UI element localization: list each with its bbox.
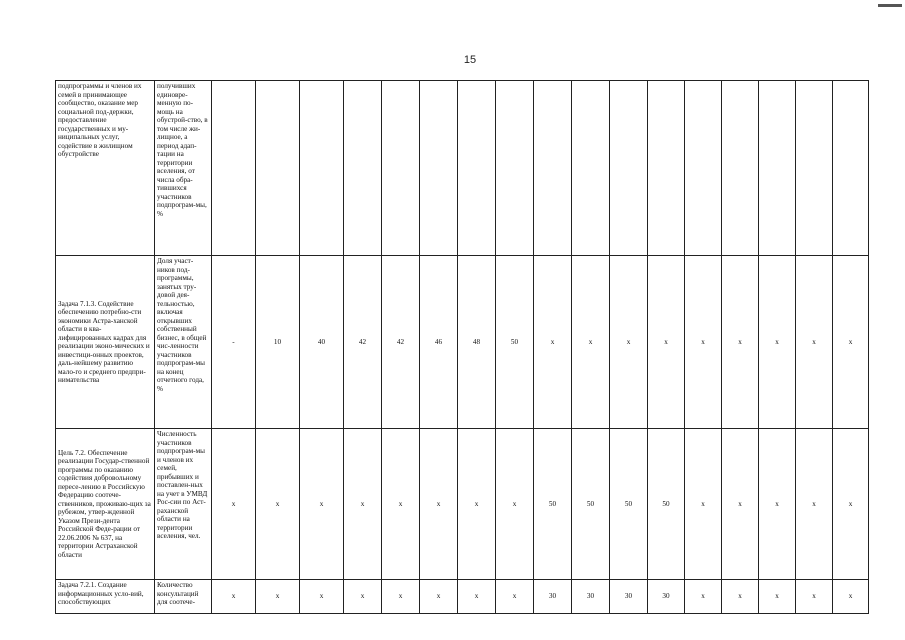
value-cell: х bbox=[685, 429, 722, 580]
value-cell bbox=[212, 81, 256, 256]
value-cell: 30 bbox=[648, 580, 685, 614]
value-cell: 50 bbox=[496, 256, 534, 429]
corner-scan-mark bbox=[878, 4, 902, 7]
value-cell: 42 bbox=[344, 256, 382, 429]
value-cell: х bbox=[685, 256, 722, 429]
value-cell: х bbox=[344, 580, 382, 614]
value-cell: 10 bbox=[256, 256, 300, 429]
value-cell bbox=[344, 81, 382, 256]
value-cell: х bbox=[722, 429, 759, 580]
table-row bbox=[56, 429, 869, 580]
value-cell: 50 bbox=[534, 429, 572, 580]
value-cell: х bbox=[212, 429, 256, 580]
value-cell: х bbox=[610, 256, 648, 429]
value-cell: х bbox=[534, 256, 572, 429]
value-cell: 50 bbox=[610, 429, 648, 580]
indicator-cell: Количество консультаций для соотече- bbox=[155, 580, 212, 614]
value-cell: х bbox=[420, 580, 458, 614]
value-cell bbox=[458, 81, 496, 256]
value-cell: 48 bbox=[458, 256, 496, 429]
value-cell: - bbox=[212, 256, 256, 429]
indicator-cell: Доля участ-ников под-программы, занятых тру-довой дея-тельностью, включая открывших собственный бизнес, в общей чис-ленности участников подпрограм-мы на конец отчетного года, % bbox=[155, 256, 212, 429]
value-cell: 30 bbox=[610, 580, 648, 614]
value-cell: 40 bbox=[300, 256, 344, 429]
value-cell: 42 bbox=[382, 256, 420, 429]
value-cell: х bbox=[458, 580, 496, 614]
value-cell: х bbox=[496, 580, 534, 614]
value-cell: х bbox=[458, 429, 496, 580]
value-cell: х bbox=[256, 429, 300, 580]
value-cell: 50 bbox=[648, 429, 685, 580]
page-number: 15 bbox=[463, 54, 477, 66]
value-cell bbox=[534, 81, 572, 256]
indicator-cell: получивших единовре-менную по-мощь на обустрой-ство, в том числе жи-лищное, а период адап-тации на территории вселения, от числа обра-тившихся участников подпрограм-мы, % bbox=[155, 81, 212, 256]
value-cell: х bbox=[796, 429, 833, 580]
value-cell: х bbox=[572, 256, 610, 429]
indicators-table bbox=[55, 80, 869, 614]
task-cell: подпрограммы и членов их семей в принимающее сообщество, оказание мер социальной под-держки, предоставление государственных и му-ниципальных услуг, содействие в жилищном обустройстве bbox=[56, 81, 155, 256]
value-cell bbox=[648, 81, 685, 256]
value-cell: х bbox=[759, 429, 796, 580]
task-cell: Задача 7.2.1. Создание информационных усло-вий, способствующих bbox=[56, 580, 155, 614]
task-cell: Задача 7.1.3. Содействие обеспечению потребно-сти экономики Астра-ханской области в ква-лифицированных кадрах для реализации эконо-мических и инвестици-онных проектов, даль-нейшему развитию мало-го и среднего предпри-нимательства bbox=[56, 256, 155, 429]
value-cell: х bbox=[722, 256, 759, 429]
value-cell: х bbox=[796, 256, 833, 429]
value-cell bbox=[610, 81, 648, 256]
value-cell: х bbox=[796, 580, 833, 614]
value-cell bbox=[572, 81, 610, 256]
value-cell: х bbox=[344, 429, 382, 580]
value-cell bbox=[722, 81, 759, 256]
value-cell bbox=[382, 81, 420, 256]
table-row bbox=[56, 81, 869, 256]
value-cell bbox=[759, 81, 796, 256]
value-cell: х bbox=[256, 580, 300, 614]
value-cell bbox=[256, 81, 300, 256]
value-cell: 30 bbox=[572, 580, 610, 614]
value-cell: х bbox=[685, 580, 722, 614]
table-row bbox=[56, 256, 869, 429]
value-cell bbox=[833, 81, 869, 256]
value-cell bbox=[496, 81, 534, 256]
value-cell: х bbox=[759, 256, 796, 429]
value-cell: х bbox=[833, 256, 869, 429]
value-cell: х bbox=[212, 580, 256, 614]
value-cell: х bbox=[382, 429, 420, 580]
value-cell: х bbox=[496, 429, 534, 580]
table-row bbox=[56, 580, 869, 614]
value-cell: х bbox=[833, 429, 869, 580]
value-cell: 30 bbox=[534, 580, 572, 614]
value-cell bbox=[300, 81, 344, 256]
value-cell: х bbox=[833, 580, 869, 614]
value-cell bbox=[420, 81, 458, 256]
value-cell: х bbox=[382, 580, 420, 614]
value-cell: х bbox=[722, 580, 759, 614]
value-cell: 50 bbox=[572, 429, 610, 580]
value-cell: х bbox=[300, 429, 344, 580]
value-cell bbox=[685, 81, 722, 256]
value-cell: х bbox=[759, 580, 796, 614]
value-cell: х bbox=[648, 256, 685, 429]
indicator-cell: Численность участников подпрограм-мы и членов их семей, прибывших и поставлен-ных на учет в УМВД Рос-сии по Аст-раханской области на территории вселения, чел. bbox=[155, 429, 212, 580]
task-cell: Цель 7.2. Обеспечение реализации Государ-ственной программы по оказанию содействия добровольному пересе-лению в Российскую Федерацию соотече-ственников, проживаю-щих за рубежом, утвер-жденной Указом Прези-дента Российской Феде-рации от 22.06.2006 № 637, на территории Астраханской области bbox=[56, 429, 155, 580]
value-cell: х bbox=[420, 429, 458, 580]
value-cell: 46 bbox=[420, 256, 458, 429]
value-cell: х bbox=[300, 580, 344, 614]
value-cell bbox=[796, 81, 833, 256]
